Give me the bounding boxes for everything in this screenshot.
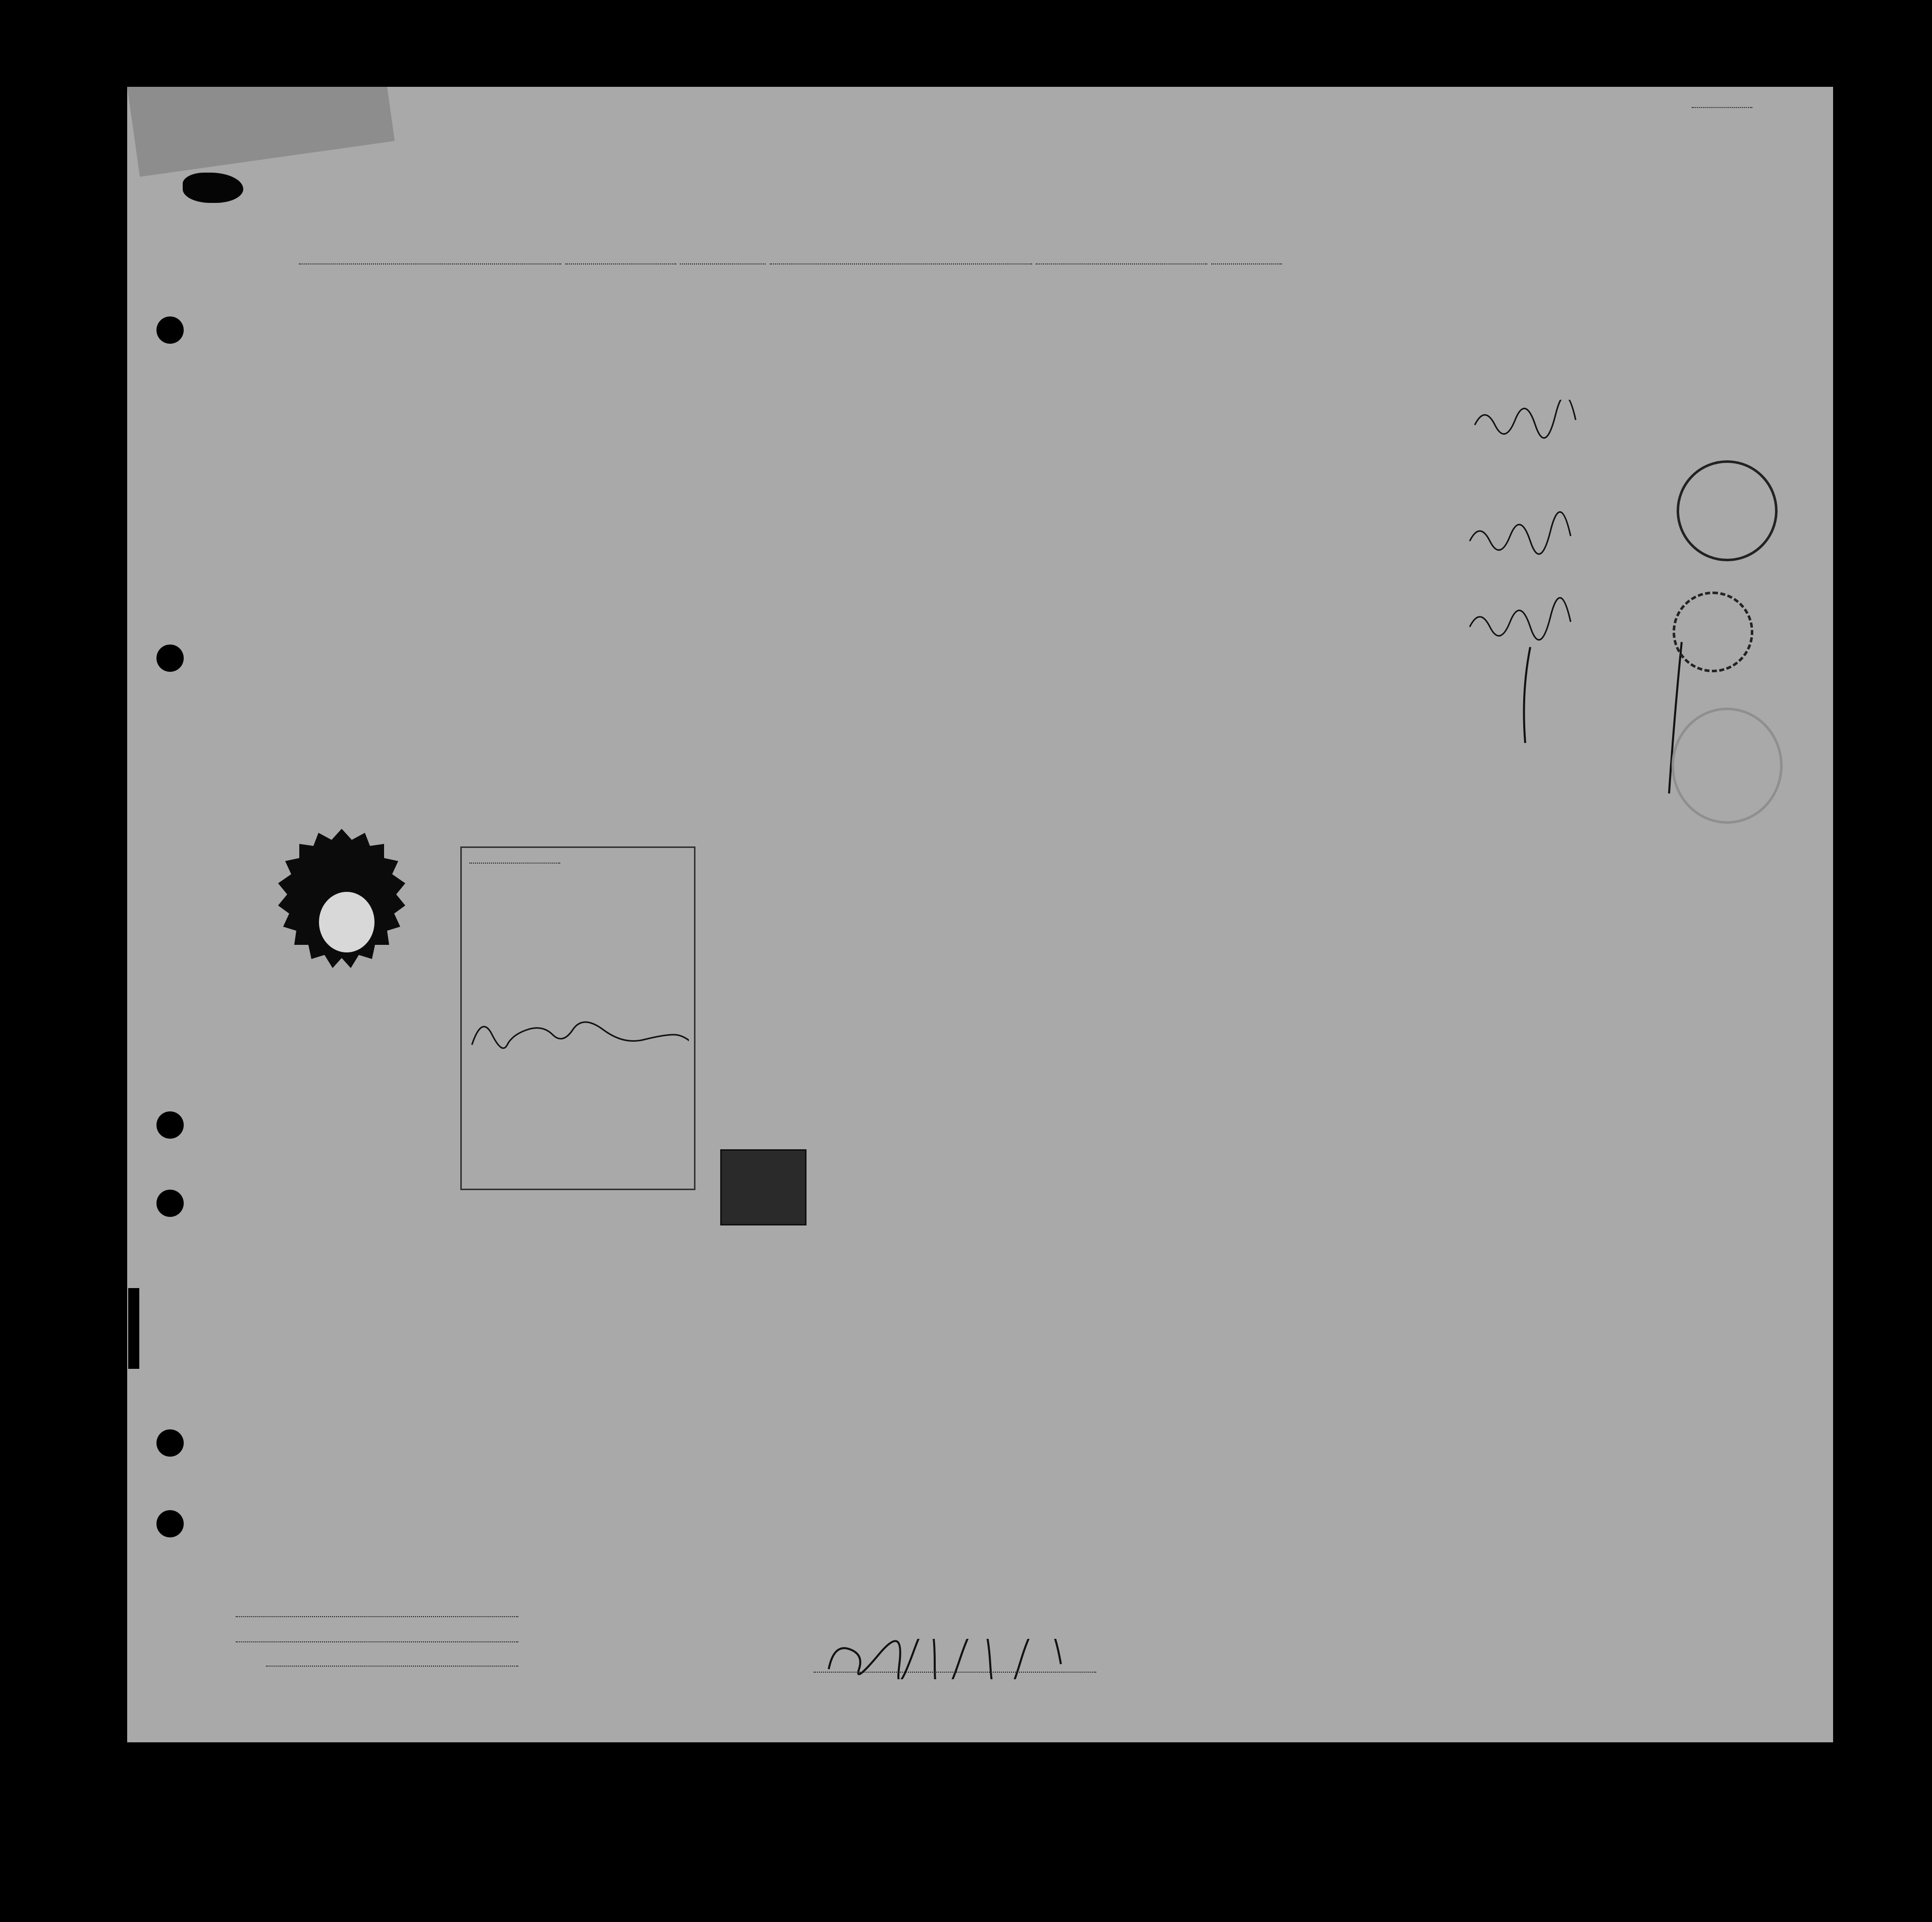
- visa-date: [469, 863, 560, 864]
- consular-service-stamp-2: [1673, 592, 1753, 672]
- departure-date: [680, 263, 766, 264]
- consular-service-stamp: [1677, 460, 1778, 561]
- visa-stamp: [460, 846, 695, 1190]
- owners-value: [236, 1641, 518, 1642]
- punch-hole: [156, 1111, 184, 1139]
- vessel-line: [299, 251, 1282, 269]
- ink-blot: [183, 173, 243, 203]
- vessel-name: [299, 263, 561, 264]
- faint-embossed-seal: [1672, 708, 1783, 824]
- inspector-signature: [824, 1639, 1066, 1679]
- sheet-number: [1692, 107, 1752, 108]
- departure-port: [565, 263, 676, 264]
- manifest-year: [1211, 263, 1282, 264]
- agents-value: [266, 1666, 518, 1667]
- punch-hole: [156, 316, 184, 344]
- service-block: [710, 1091, 715, 1124]
- edge-tear: [128, 1288, 139, 1369]
- consul-signature: [467, 1009, 689, 1060]
- form-label-tape: [127, 87, 395, 177]
- punch-hole: [156, 645, 184, 672]
- manifest-page: [127, 87, 1833, 1742]
- punch-hole: [156, 1510, 184, 1537]
- inspector-line: [814, 1672, 1096, 1673]
- arrival-date: [1036, 263, 1207, 264]
- arrival-port: [770, 263, 1032, 264]
- punch-hole: [156, 1190, 184, 1217]
- punch-hole: [156, 1429, 184, 1457]
- fee-stamp: [720, 1149, 807, 1225]
- embassy-seal: [251, 829, 433, 1000]
- line-value: [236, 1616, 518, 1617]
